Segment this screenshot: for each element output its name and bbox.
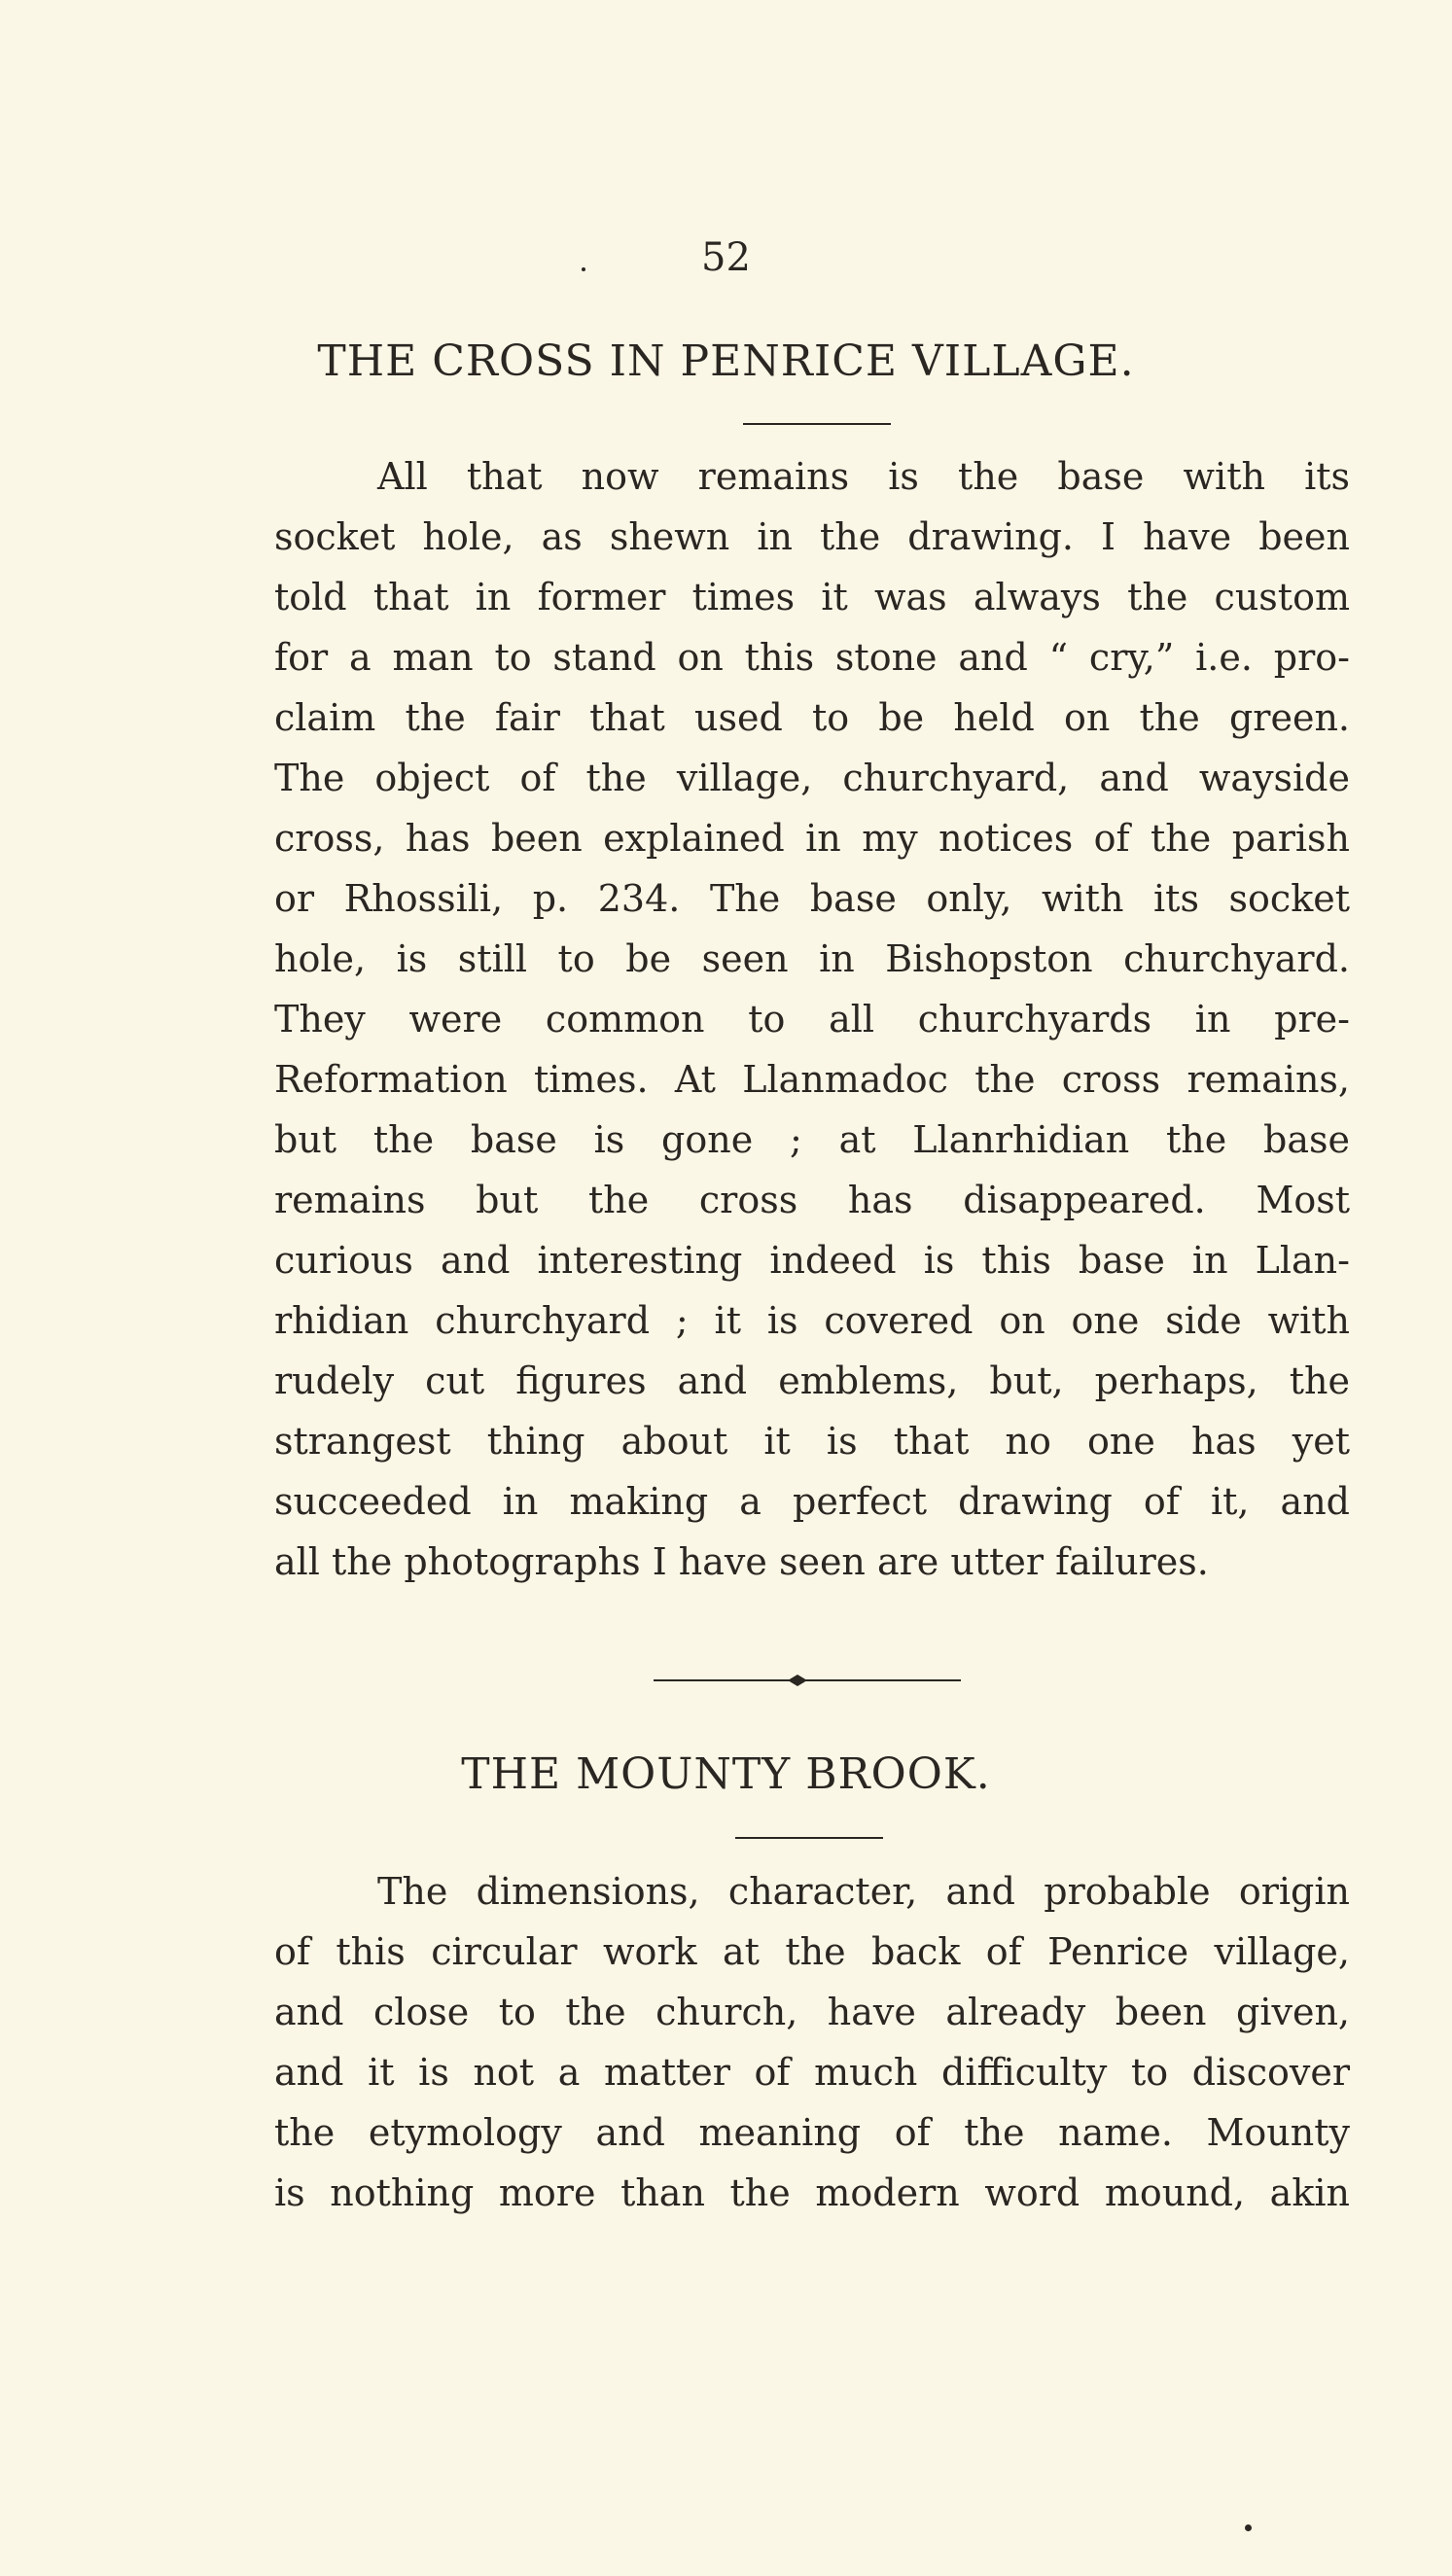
text-line: The dimensions, character, and probable origin: [377, 1870, 1350, 1913]
text-line: claim the fair that used to be held on the green.: [274, 696, 1350, 739]
text-line: socket hole, as shewn in the drawing. I have been: [274, 515, 1350, 558]
paragraph-cross-in-penrice: [274, 446, 1350, 1592]
paper-speck: [582, 267, 585, 271]
text-line: cross, has been explained in my notices of the parish: [274, 817, 1350, 860]
text-line: and close to the church, have already been given,: [274, 1991, 1350, 2033]
page-number: 52: [701, 235, 751, 280]
text-line: strangest thing about it is that no one has yet: [274, 1420, 1350, 1463]
title-underline-rule: [735, 1837, 883, 1839]
divider-diamond-icon: [654, 1671, 961, 1690]
text-line: the etymology and meaning of the name. Mounty: [274, 2111, 1350, 2154]
text-line: is nothing more than the modern word mound, akin: [274, 2171, 1350, 2214]
text-line: or Rhossili, p. 234. The base only, with its socket: [274, 877, 1350, 920]
text-line: All that now remains is the base with its: [377, 455, 1350, 498]
text-line: for a man to stand on this stone and “ cry,” i.e. pro-: [274, 636, 1350, 679]
title-underline-rule: [743, 423, 891, 425]
section-divider-ornament: [654, 1671, 961, 1690]
text-line: and it is not a matter of much difficulty to discover: [274, 2051, 1350, 2094]
text-line: rhidian churchyard ; it is covered on one side with: [274, 1299, 1350, 1342]
text-line: remains but the cross has disappeared. Most: [274, 1179, 1350, 1221]
text-line: hole, is still to be seen in Bishopston churchyard.: [274, 937, 1350, 980]
text-line: Reformation times. At Llanmadoc the cross remains,: [274, 1058, 1350, 1101]
section-title-mounty-brook: THE MOUNTY BROOK.: [461, 1749, 991, 1799]
text-line: rudely cut figures and emblems, but, perhaps, the: [274, 1359, 1350, 1402]
paper-speck: [1245, 2524, 1252, 2531]
text-line: but the base is gone ; at Llanrhidian the base: [274, 1118, 1350, 1161]
text-line: curious and interesting indeed is this base in Llan-: [274, 1239, 1350, 1282]
text-line: all the photographs I have seen are utter failures.: [274, 1540, 1209, 1583]
text-line: of this circular work at the back of Penrice village,: [274, 1930, 1350, 1973]
text-line: succeeded in making a perfect drawing of it, and: [274, 1480, 1350, 1523]
section-title-cross-in-penrice: THE CROSS IN PENRICE VILLAGE.: [317, 336, 1135, 386]
paragraph-mounty-brook: [274, 1861, 1350, 2223]
text-line: told that in former times it was always the custom: [274, 576, 1350, 618]
text-line: They were common to all churchyards in pre-: [274, 998, 1350, 1041]
text-line: The object of the village, churchyard, and wayside: [274, 757, 1350, 799]
